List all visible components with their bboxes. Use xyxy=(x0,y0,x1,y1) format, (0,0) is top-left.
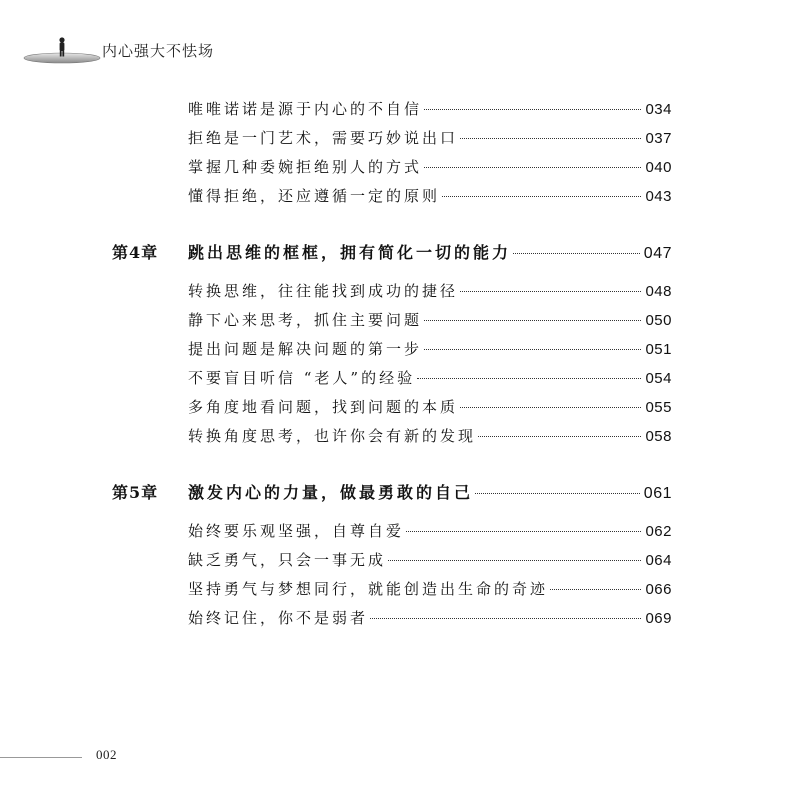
toc-entry-page: 050 xyxy=(645,312,672,329)
toc-entry-title: 转换角度思考，也许你会有新的发现 xyxy=(188,427,477,445)
toc-entry-page: 058 xyxy=(645,428,672,445)
dot-leader xyxy=(460,291,641,292)
dot-leader xyxy=(424,349,641,350)
dot-leader xyxy=(370,618,641,619)
toc-entry-title: 懂得拒绝，还应遵循一定的原则 xyxy=(188,187,441,205)
toc-entry[interactable] xyxy=(188,338,672,359)
toc-entry-page: 069 xyxy=(645,610,672,627)
dot-leader xyxy=(475,493,640,494)
toc-entry-page: 064 xyxy=(645,552,672,569)
dot-leader xyxy=(417,378,641,379)
chapter-title: 跳出思维的框框，拥有简化一切的能力 xyxy=(188,243,512,262)
dot-leader xyxy=(513,253,640,254)
toc-entry[interactable] xyxy=(188,396,672,417)
toc-entry-page: 054 xyxy=(645,370,672,387)
toc-entry-title: 掌握几种委婉拒绝别人的方式 xyxy=(188,158,423,176)
toc-entry[interactable] xyxy=(188,185,672,206)
toc-entry-title: 坚持勇气与梦想同行，就能创造出生命的奇迹 xyxy=(188,580,549,598)
dot-leader xyxy=(478,436,641,437)
toc-entry[interactable] xyxy=(188,280,672,301)
dot-leader xyxy=(424,320,641,321)
chapter-title: 激发内心的力量，做最勇敢的自己 xyxy=(188,483,474,502)
toc-entry[interactable] xyxy=(188,578,672,599)
toc-entry-title: 转换思维，往往能找到成功的捷径 xyxy=(188,282,459,300)
toc-entry-page: 034 xyxy=(645,101,672,118)
toc-entry-title: 拒绝是一门艺术，需要巧妙说出口 xyxy=(188,129,459,147)
toc-entry[interactable] xyxy=(188,520,672,541)
toc-entry-page: 055 xyxy=(645,399,672,416)
toc-entry[interactable] xyxy=(188,607,672,628)
chapter-page: 061 xyxy=(643,485,672,502)
page-header xyxy=(0,0,800,80)
dot-leader xyxy=(406,531,641,532)
toc-entry-page: 048 xyxy=(645,283,672,300)
dot-leader xyxy=(442,196,641,197)
toc-entry-title: 多角度地看问题，找到问题的本质 xyxy=(188,398,459,416)
dot-leader xyxy=(460,407,641,408)
toc-entry-title: 缺乏勇气，只会一事无成 xyxy=(188,551,387,569)
book-title: 内心强大不怯场 xyxy=(102,42,215,60)
toc-entry[interactable] xyxy=(188,425,672,446)
toc-entry-page: 062 xyxy=(645,523,672,540)
chapter-page: 047 xyxy=(643,245,672,262)
toc-entry[interactable] xyxy=(188,98,672,119)
toc-entry-page: 040 xyxy=(645,159,672,176)
footer-rule xyxy=(0,757,82,758)
toc-entry[interactable] xyxy=(188,156,672,177)
toc-entry-page: 066 xyxy=(645,581,672,598)
toc-entry-title: 不要盲目听信 “老人”的经验 xyxy=(188,369,416,387)
toc-entry-title: 静下心来思考，抓住主要问题 xyxy=(188,311,423,329)
dot-leader xyxy=(460,138,641,139)
toc-entry[interactable] xyxy=(188,367,672,388)
toc-entry-page: 037 xyxy=(645,130,672,147)
dot-leader xyxy=(424,109,641,110)
toc-entry-page: 051 xyxy=(645,341,672,358)
toc-entry[interactable] xyxy=(188,127,672,148)
toc-entry-title: 提出问题是解决问题的第一步 xyxy=(188,340,423,358)
toc-entry-page: 043 xyxy=(645,188,672,205)
chapter-5-heading[interactable] xyxy=(112,480,672,503)
toc-entry[interactable] xyxy=(188,549,672,570)
dot-leader xyxy=(388,560,641,561)
toc-entry-title: 始终要乐观坚强，自尊自爱 xyxy=(188,522,405,540)
chapter-4-heading[interactable] xyxy=(112,240,672,263)
toc-entry[interactable] xyxy=(188,309,672,330)
dot-leader xyxy=(424,167,641,168)
toc-entry-title: 始终记住，你不是弱者 xyxy=(188,609,369,627)
dot-leader xyxy=(550,589,641,590)
chapter-number: 第5章 xyxy=(112,483,159,502)
page-number: 002 xyxy=(96,747,117,762)
chapter-number: 第4章 xyxy=(112,243,159,262)
silhouette-pedestal-icon xyxy=(22,34,102,64)
toc-entry-title: 唯唯诺诺是源于内心的不自信 xyxy=(188,100,423,118)
